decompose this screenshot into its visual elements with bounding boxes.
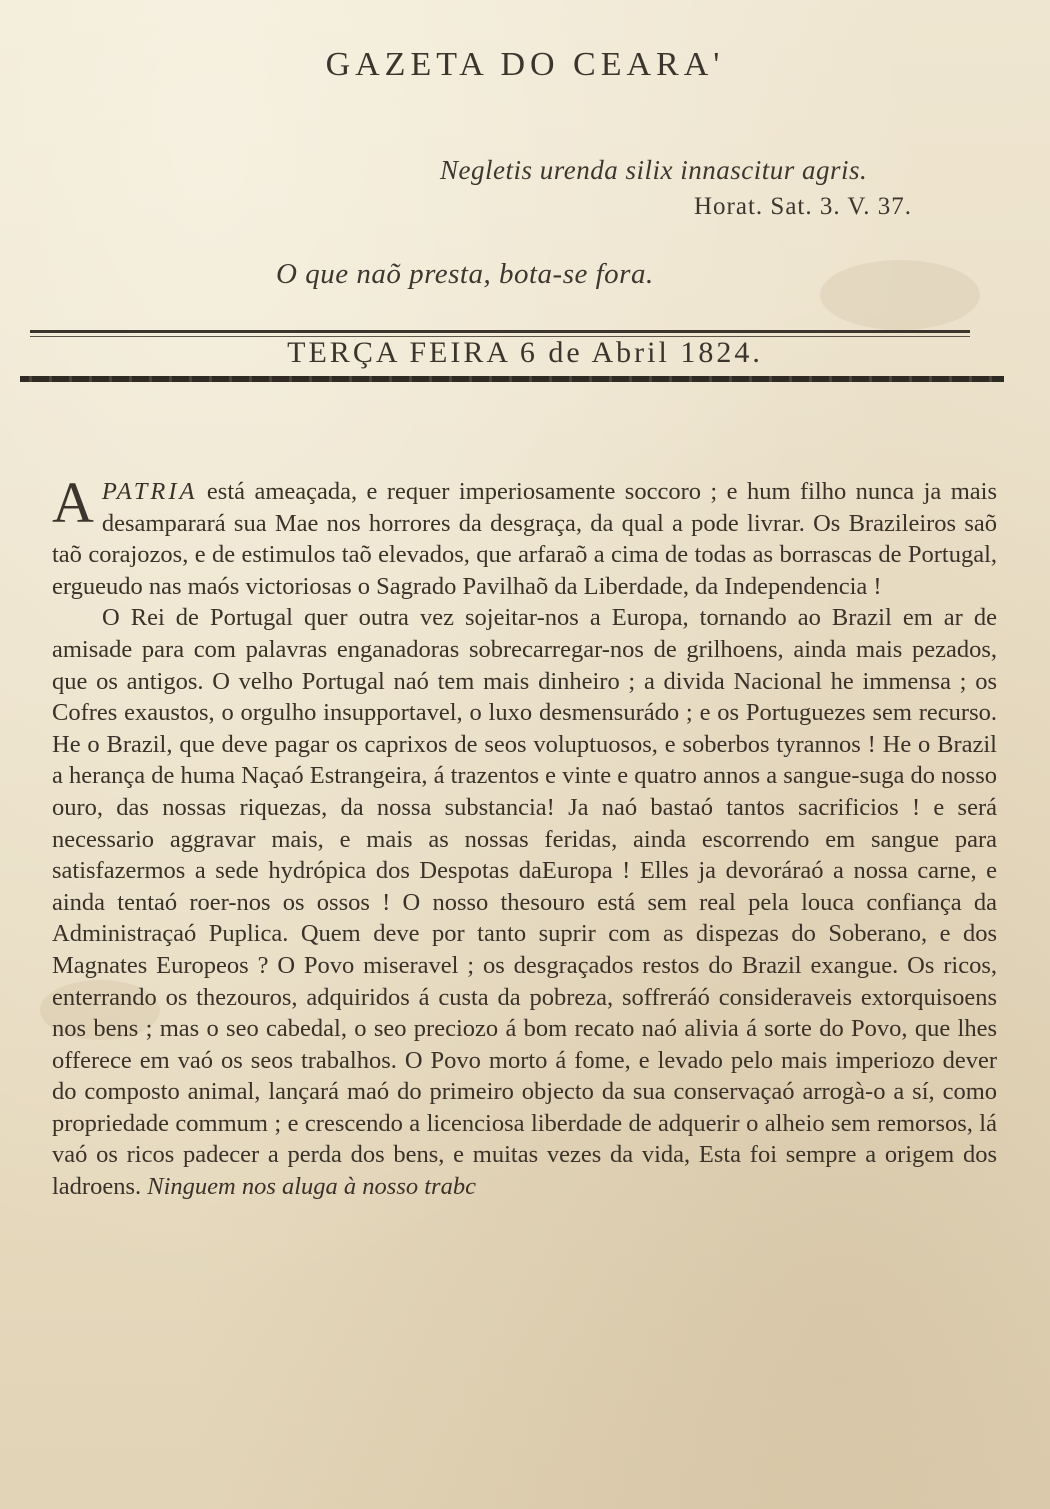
emphasis-ninguem: Ninguem nos aluga à nosso trabc bbox=[147, 1173, 476, 1201]
masthead-title: GAZETA DO CEARA' bbox=[325, 46, 725, 83]
article-paragraph bbox=[52, 470, 997, 602]
divider-rule-heavy bbox=[20, 376, 1004, 382]
drop-cap: A bbox=[52, 470, 94, 535]
paragraph-text: está ameaçada, e requer imperiosamente soccoro ; e hum filho nunca ja mais desamparará sua Mae nos horrores da desgraça, da qual a pode livrar. Os Brazileiros saõ taõ corajozos, e de estimulos taõ elevados, que arfaraõ a cima de todas as borrascas de Portugal, ergueudo nas maós victoriosas o Sagrado Pavilhaõ da Liberdade, da Independencia ! bbox=[52, 478, 997, 600]
motto-portuguese: O que naõ presta, bota-se fora. bbox=[276, 258, 654, 290]
divider-rule bbox=[30, 330, 970, 333]
dateline: TERÇA FEIRA 6 de Abril 1824. bbox=[287, 336, 763, 369]
motto-citation: Horat. Sat. 3. V. 37. bbox=[694, 193, 912, 220]
article-body bbox=[52, 470, 997, 1203]
motto-latin: Negletis urenda silix innascitur agris. bbox=[440, 155, 868, 185]
article-paragraph bbox=[52, 602, 997, 1202]
paragraph-text: O Rei de Portugal quer outra vez sojeitar-nos a Europa, tornando ao Brazil em ar de amisade para com palavras enganadoras sobrecarregar-nos de grilhoens, ainda mais pezados, que os antigos. O velho Portugal naó tem mais dinheiro ; a divida Nacional he immensa ; os Cofres exaustos, o orgulho insupportavel, o luxo desmensurádo ; e os Portuguezes sem recurso. He o Brazil, que deve pagar os caprixos de seos voluptuosos, e soberbos tyrannos ! He o Brazil a herança de huma Naçaó Estrangeira, á trazentos e vinte e quatro annos a sangue-suga do nosso ouro, das nossas riquezas, da nossa substancia! Ja naó bastaó tantos sacrificios ! e será necessario aggravar mais, e mais as nossas feridas, ainda escorrendo em sangue para satisfazermos a sede hydrópica dos Despotas daEuropa ! Elles ja devoráraó a nossa carne, e ainda tentaó roer-nos os ossos ! O nosso thesouro está sem real pela louca confiança da Administraçaó Puplica. Quem deve por tanto suprir com as dispezas do Soberano, e dos Magnates Europeos ? O Povo miseravel ; os desgraçados restos do Brazil exangue. Os ricos, enterrando os thezouros, adquiridos á custa da pobreza, soffreráó consideraveis extorquisoens nos bens ; mas o seo cabedal, o seo preciozo á bom recato naó alivia á sorte do Povo, que lhes offerece em vaó os seos trabalhos. O Povo morto á fome, e levado pelo mais imperiozo dever do composto animal, lançará maó do primeiro objecto da sua conservaçaó arrogà-o a sí, como propriedade commum ; e crescendo a licenciosa liberdade de adquerir o alheio sem remorsos, lá vaó os ricos padecer a perda dos bens, e muitas vezes da vida, Esta foi sempre a origem dos ladroens. bbox=[52, 604, 997, 1201]
emphasis-patria: PATRIA bbox=[101, 478, 198, 505]
